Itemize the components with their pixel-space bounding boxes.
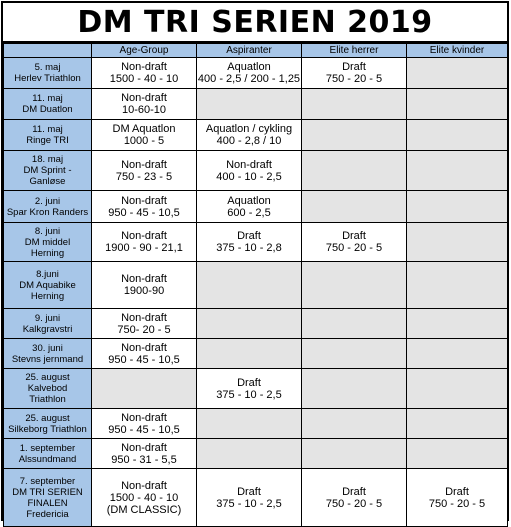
empty-cell [197,309,302,339]
event-line: Stevns jernmand [11,353,84,365]
race-format-cell [92,309,197,339]
race-format-cell [197,151,302,191]
empty-cell [302,120,407,151]
event-line: 11. maj [32,93,63,104]
empty-cell [407,191,508,223]
race-format-cell [197,369,302,409]
race-format-cell [407,469,508,527]
empty-cell [197,89,302,120]
race-format-cell [92,120,197,151]
race-format-line: Draft [237,376,261,389]
race-format-line: Draft [445,485,469,498]
race-format-line: Aquatlon / cykling [205,123,293,135]
race-format-cell [92,223,197,262]
race-format-line: 750 - 20 - 5 [428,497,486,510]
race-format-line: Non-draft [121,311,167,324]
event-line: Fredericia [26,508,69,520]
empty-cell [407,439,508,469]
empty-cell [302,439,407,469]
event-line: 9. juni [34,312,61,324]
empty-cell [302,309,407,339]
race-format-line: Non-draft [121,61,167,73]
empty-cell [92,369,197,409]
empty-cell [407,409,508,439]
race-format-line: 950 - 31 - 5,5 [111,453,177,466]
table-row [4,262,508,309]
header-row [4,44,508,58]
table-row [4,191,508,223]
race-format-line: Draft [342,230,366,242]
race-format-cell [197,469,302,527]
empty-cell [407,89,508,120]
race-format-line: Aquatlon [227,61,271,73]
event-cell [4,439,92,469]
empty-cell [197,262,302,309]
empty-cell [302,151,407,191]
race-format-cell [92,89,197,120]
race-format-line: DM Aquatlon [112,123,176,135]
event-cell [4,89,92,120]
table-row [4,58,508,89]
race-format-line: Draft [342,61,366,73]
column-header-age-group: Age-Group [92,44,197,58]
event-line: Alssundmand [18,453,77,465]
empty-cell [407,223,508,262]
race-format-line: 1900 - 90 - 21,1 [105,242,183,254]
race-format-cell [92,469,197,527]
race-format-line: 950 - 45 - 10,5 [108,353,180,366]
race-format-cell [302,469,407,527]
race-format-line: 400 - 10 - 2,5 [216,170,282,183]
event-line: Ganløse [29,176,66,187]
empty-cell [407,369,508,409]
event-line: Spar Kron Randers [6,206,89,218]
race-format-line: Non-draft [121,158,167,171]
race-format-line: 600 - 2,5 [227,206,271,219]
race-format-line: Non-draft [121,341,167,354]
empty-cell [302,262,407,309]
event-line: 30. juni [32,342,63,354]
event-line: Silkeborg Triathlon [8,423,87,435]
race-format-line: 750 - 20 - 5 [325,242,383,254]
schedule-table [3,43,508,527]
race-format-line: Non-draft [121,273,167,285]
empty-cell [302,409,407,439]
race-format-cell [92,151,197,191]
event-line: DM Duatlon [22,104,73,115]
event-cell [4,409,92,439]
race-format-line: 1500 - 40 - 10 [109,73,179,85]
event-line: 1. september [19,442,76,454]
race-format-line: (DM CLASSIC) [106,503,182,516]
event-cell [4,469,92,527]
event-cell [4,151,92,191]
empty-cell [407,262,508,309]
event-line: Herning [30,247,65,259]
empty-cell [302,369,407,409]
race-format-line: Non-draft [121,230,167,242]
event-cell [4,223,92,262]
event-line: 7. september [19,475,76,487]
race-format-cell [197,223,302,262]
race-format-cell [92,409,197,439]
column-header-aspiranter: Aspiranter [197,44,302,58]
race-format-line: Non-draft [226,158,272,171]
race-format-line: 375 - 10 - 2,8 [216,242,282,254]
empty-cell [302,339,407,369]
event-line: Kalvebod [27,383,68,394]
race-format-cell [197,58,302,89]
column-header-elite-kvinder: Elite kvinder [407,44,508,58]
event-cell [4,309,92,339]
empty-cell [407,58,508,89]
race-format-line: Non-draft [121,411,167,424]
table-row [4,339,508,369]
race-format-line: 1000 - 5 [123,135,165,147]
table-row [4,309,508,339]
race-format-line: 750 - 20 - 5 [325,497,383,510]
race-format-line: Draft [342,485,366,498]
schedule-sheet [1,1,509,521]
event-cell [4,369,92,409]
column-header-elite-herrer: Elite herrer [302,44,407,58]
race-format-line: 400 - 2,8 / 10 [216,135,282,147]
empty-cell [302,89,407,120]
table-row [4,223,508,262]
race-format-cell [92,439,197,469]
event-line: 2. juni [34,195,61,207]
event-line: Herlev Triathlon [14,73,81,84]
race-format-line: 950 - 45 - 10,5 [108,423,180,436]
race-format-line: 1900-90 [123,285,165,297]
event-cell [4,262,92,309]
column-header-event [4,44,92,58]
race-format-cell [92,262,197,309]
race-format-line: 1500 - 40 - 10 [109,491,179,504]
table-row [4,439,508,469]
event-line: 25. august [25,412,70,424]
race-format-line: 375 - 10 - 2,5 [216,497,282,510]
empty-cell [302,191,407,223]
race-format-line: Draft [237,485,261,498]
schedule-body [4,58,508,527]
event-line: Herning [30,290,65,302]
empty-cell [407,339,508,369]
race-format-cell [92,58,197,89]
empty-cell [407,309,508,339]
empty-cell [197,339,302,369]
race-format-line: 750 - 23 - 5 [115,170,173,183]
event-line: Triathlon [29,394,66,405]
event-line: DM Aquabike [19,279,76,291]
race-format-line: Non-draft [121,479,167,492]
event-line: DM middel [24,236,71,248]
race-format-cell [302,223,407,262]
race-format-cell [197,191,302,223]
event-line: 25. august [25,372,70,383]
event-line: DM Sprint - [23,165,72,176]
event-cell [4,191,92,223]
empty-cell [197,409,302,439]
race-format-line: 750- 20 - 5 [117,323,171,336]
event-line: 8.juni [36,268,59,280]
empty-cell [407,151,508,191]
event-line: 5. maj [34,62,61,73]
race-format-line: 750 - 20 - 5 [325,73,383,85]
race-format-cell [197,120,302,151]
table-row [4,409,508,439]
race-format-line: Aquatlon [227,194,271,207]
race-format-line: 10-60-10 [121,104,167,116]
race-format-line: 950 - 45 - 10,5 [108,206,180,219]
event-line: 8. juni [34,225,61,237]
table-row [4,89,508,120]
race-format-cell [302,58,407,89]
race-format-cell [92,191,197,223]
event-cell [4,120,92,151]
event-line: 18. maj [31,154,64,165]
event-line: 11. maj [32,124,63,135]
empty-cell [407,120,508,151]
race-format-line: 400 - 2,5 / 200 - 1,25 [197,73,301,85]
event-line: Kalkgravstri [22,323,73,335]
table-row [4,120,508,151]
race-format-line: Non-draft [121,92,167,104]
event-line: FINALEN [27,497,68,509]
table-row [4,151,508,191]
table-row [4,369,508,409]
race-format-cell [92,339,197,369]
race-format-line: Draft [237,230,261,242]
page-title: DM TRI SERIEN 2019 [3,3,507,43]
event-line: Ringe TRI [26,135,69,146]
race-format-line: Non-draft [121,194,167,207]
empty-cell [197,439,302,469]
event-line: DM TRI SERIEN [12,486,83,498]
race-format-line: Non-draft [121,441,167,454]
table-row [4,469,508,527]
event-cell [4,58,92,89]
race-format-line: 375 - 10 - 2,5 [216,388,282,401]
event-cell [4,339,92,369]
